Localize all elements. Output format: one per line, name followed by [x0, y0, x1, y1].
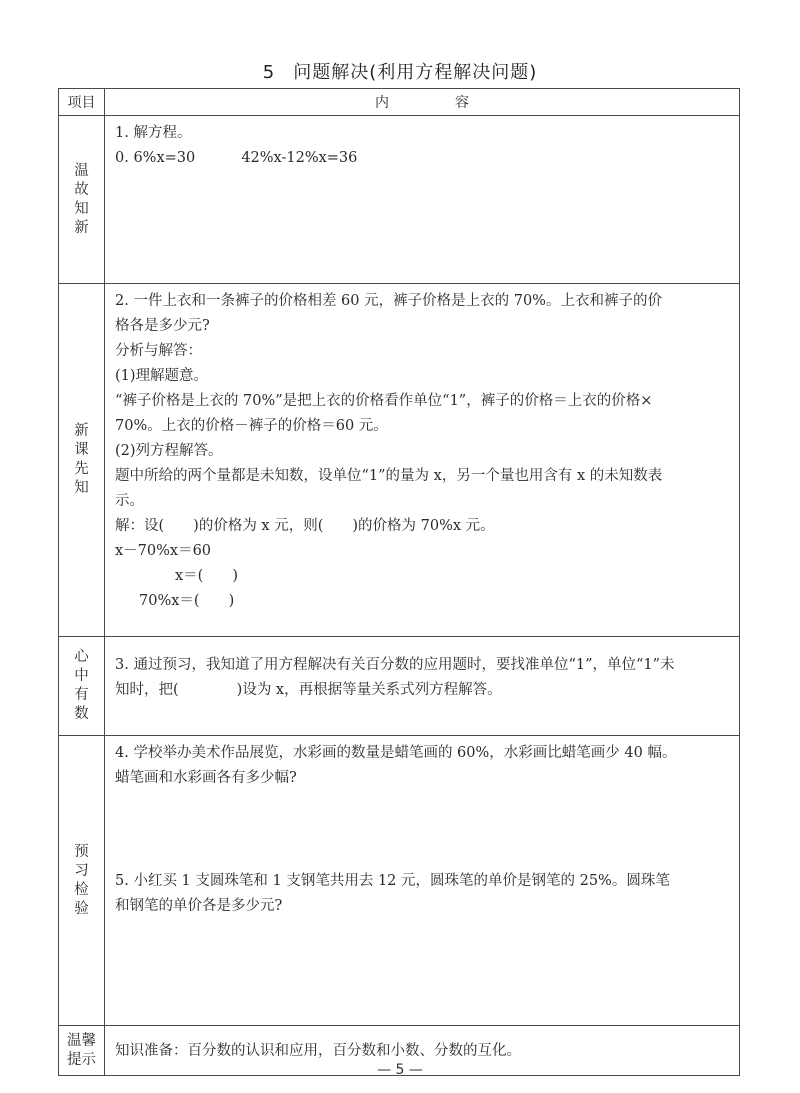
tip-text: 知识准备：百分数的认识和应用，百分数和小数、分数的互化。 [115, 1042, 521, 1059]
question-2-line: 格各是多少元? [115, 318, 210, 334]
content-new-lesson [105, 284, 740, 637]
solution-x-blank: x＝( ) [175, 568, 238, 584]
question-4-line: 4. 学校举办美术作品展览，水彩画的数量是蜡笔画的 60%，水彩画比蜡笔画少 40 幅。 [115, 745, 677, 761]
question-5-line: 5. 小红买 1 支圆珠笔和 1 支钢笔共用去 12 元，圆珠笔的单价是钢笔的 25%。圆珠笔 [115, 873, 670, 889]
question-2-line: 2. 一件上衣和一条裤子的价格相差 60 元，裤子价格是上衣的 70%。上衣和裤子的价 [115, 293, 662, 309]
solution-70x-blank: 70%x＝( ) [139, 593, 235, 609]
analysis-step-1: (1)理解题意。 [115, 368, 209, 384]
section-number: 5 [262, 62, 276, 83]
header-row [59, 89, 740, 116]
section-title: 问题解决(利用方程解决问题) [293, 62, 538, 83]
question-3-line: 知时，把( )设为 x，再根据等量关系式列方程解答。 [115, 682, 502, 698]
row-heart [59, 637, 740, 736]
worksheet-table [58, 88, 740, 1076]
content-warm-review [105, 116, 740, 284]
content-preview-check [105, 736, 740, 1026]
analysis-step-2: (2)列方程解答。 [115, 443, 223, 459]
label-warm-review: 温故知新 [59, 116, 105, 284]
question-1-title: 1. 解方程。 [115, 125, 192, 141]
label-preview-check: 预习检验 [59, 736, 105, 1026]
label-new-lesson: 新课先知 [59, 284, 105, 637]
page-title [0, 58, 800, 84]
content-heart [105, 637, 740, 736]
row-warm-review [59, 116, 740, 284]
solution-equation: x－70%x＝60 [115, 543, 212, 559]
question-4-line: 蜡笔画和水彩画各有多少幅? [115, 770, 297, 786]
header-project: 项目 [59, 89, 105, 116]
label-tip: 温馨提示 [59, 1026, 105, 1076]
question-5 [115, 869, 731, 919]
row-new-lesson [59, 284, 740, 637]
question-5-line: 和钢笔的单价各是多少元? [115, 898, 283, 914]
analysis-text: 题中所给的两个量都是未知数，设单位“1”的量为 x，另一个量也用含有 x 的未知数表 [115, 468, 663, 484]
page-number: — 5 — [377, 1062, 423, 1078]
analysis-text: “裤子价格是上衣的 70%”是把上衣的价格看作单位“1”，裤子的价格＝上衣的价格× [115, 393, 653, 409]
solution-setup: 解：设( )的价格为 x 元，则( )的价格为 70%x 元。 [115, 518, 495, 534]
analysis-text: 70%。上衣的价格－裤子的价格＝60 元。 [115, 418, 388, 434]
label-heart: 心中有数 [59, 637, 105, 736]
question-1-equations: 0. 6%x=30 42%x-12%x=36 [115, 150, 358, 166]
analysis-heading: 分析与解答： [115, 343, 202, 359]
header-content: 内 容 [105, 89, 740, 116]
analysis-text: 示。 [115, 493, 144, 509]
question-3-line: 3. 通过预习，我知道了用方程解决有关百分数的应用题时，要找准单位“1”，单位“1”未 [115, 657, 675, 673]
row-preview-check [59, 736, 740, 1026]
